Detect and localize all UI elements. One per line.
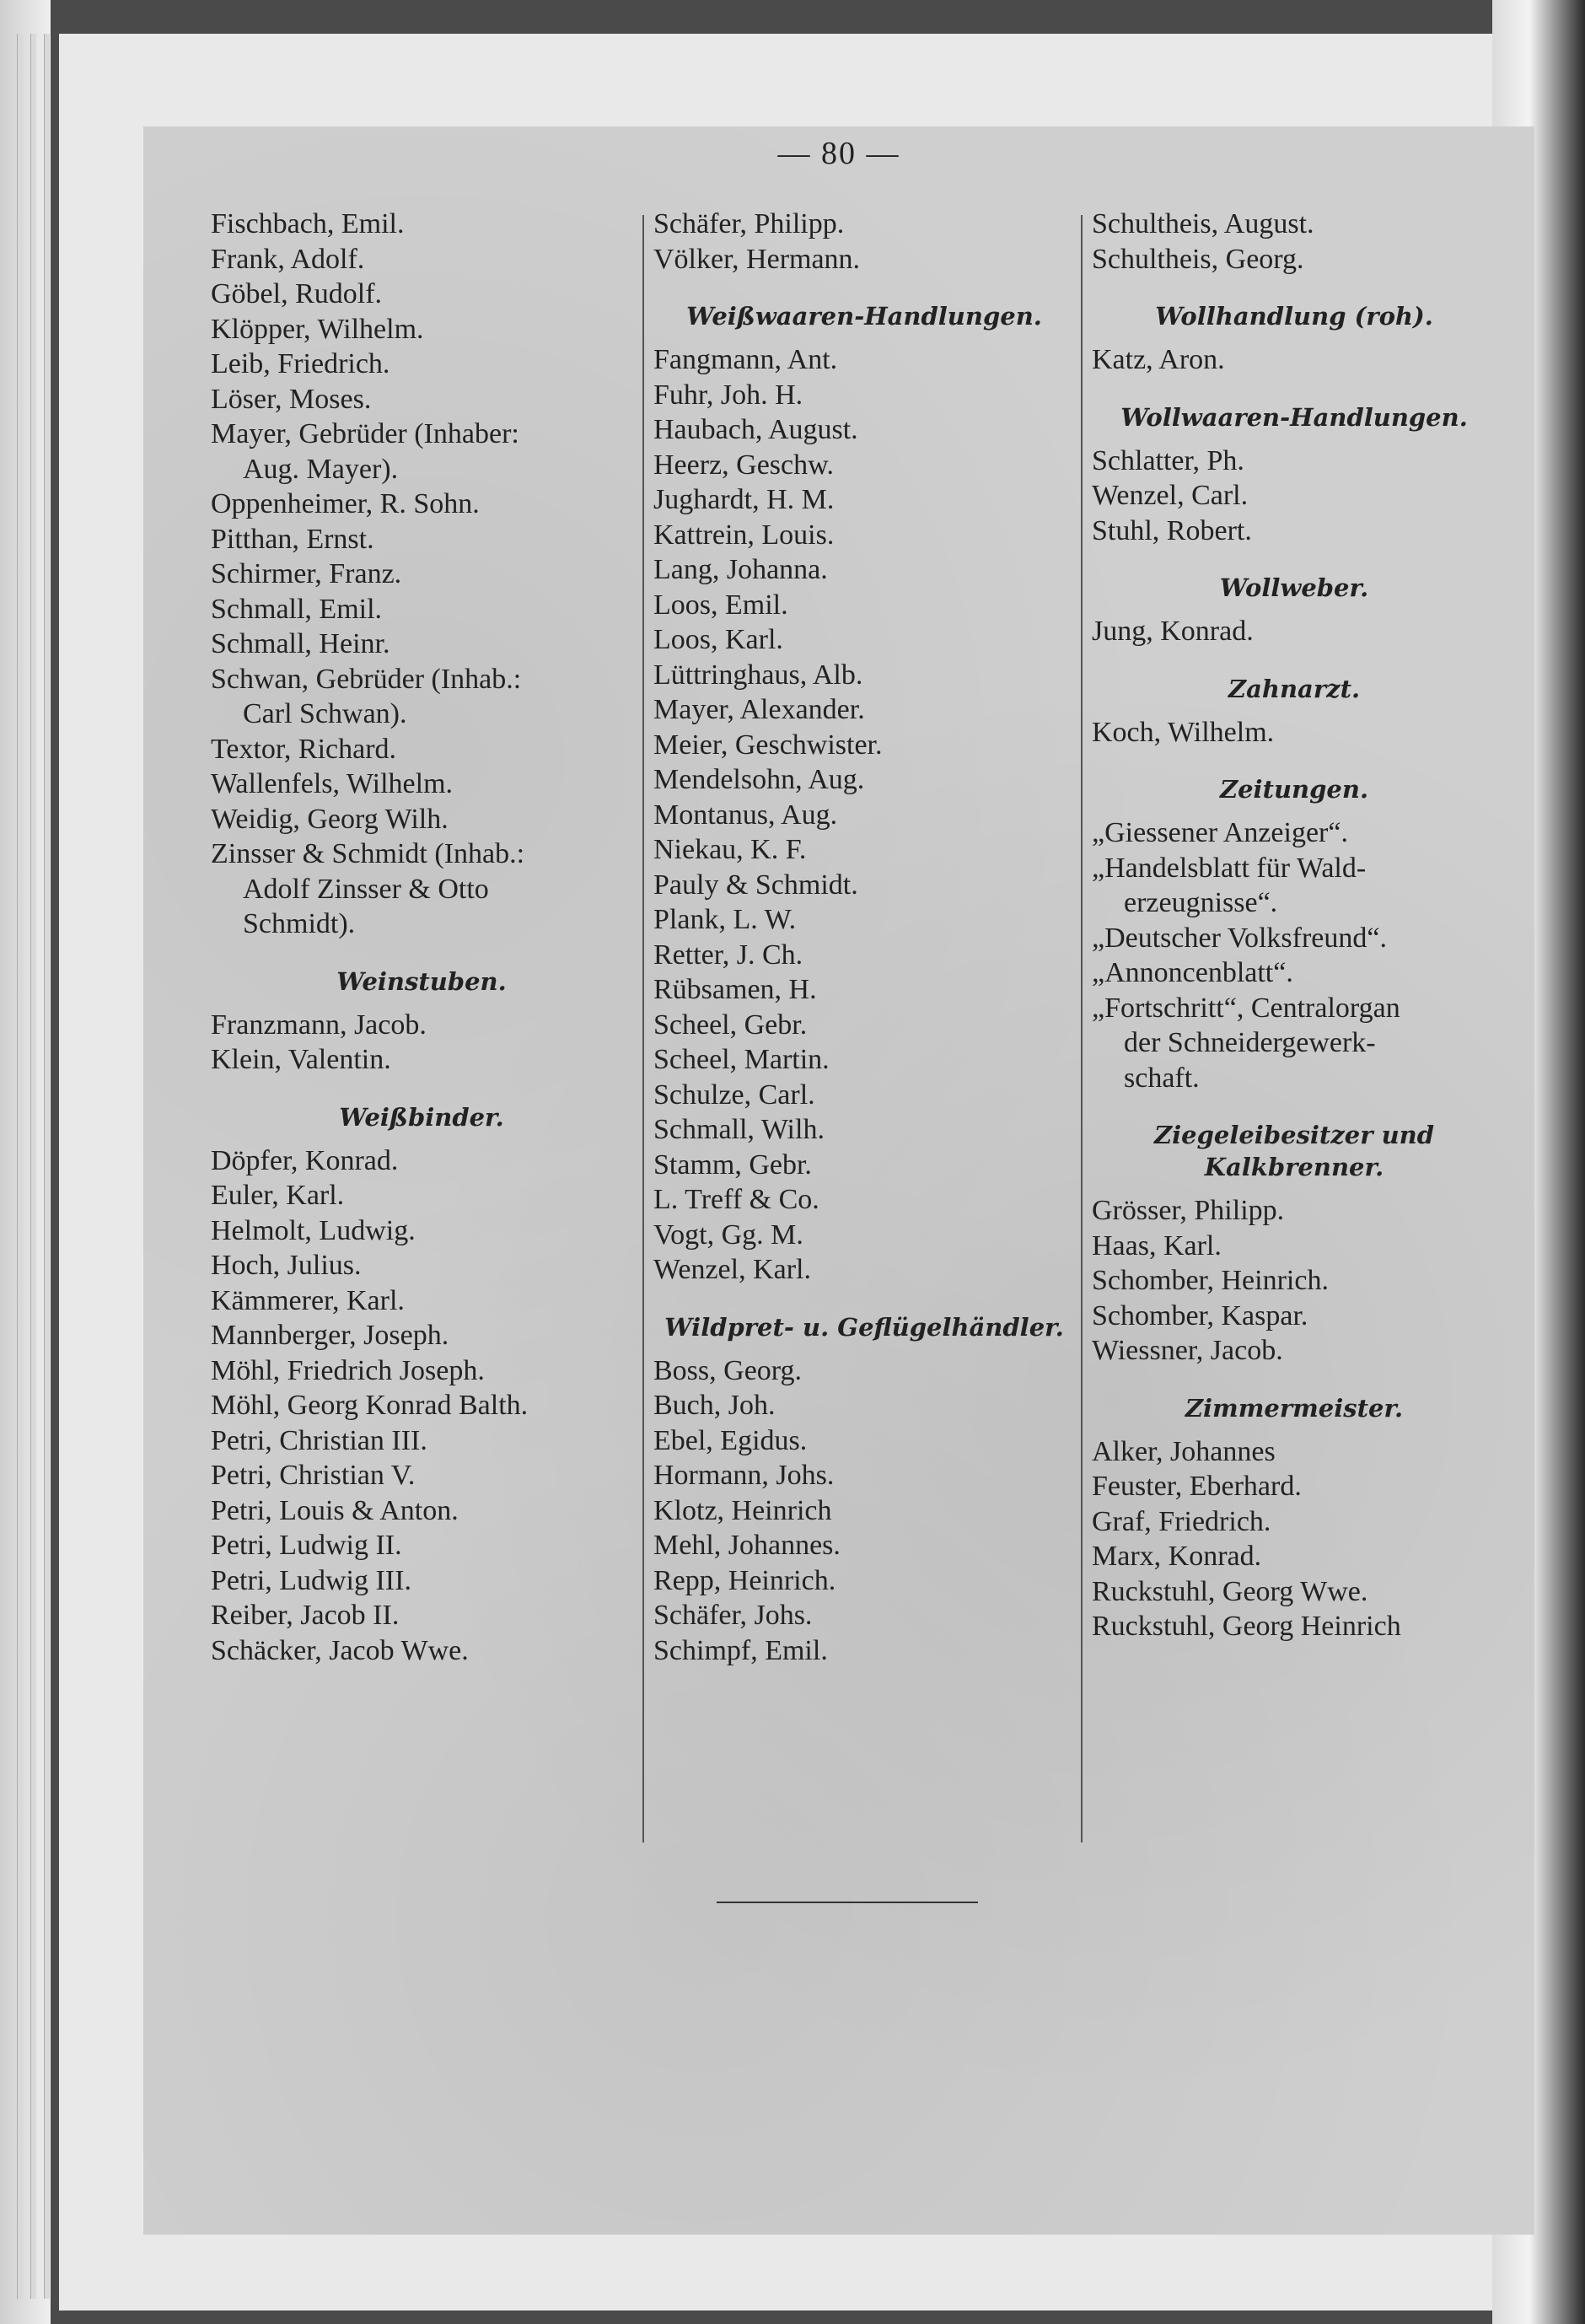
directory-entry: Wenzel, Carl. (1092, 480, 1249, 511)
directory-entry: Kämmerer, Karl. (211, 1284, 405, 1316)
directory-entry: Schultheis, Georg. (1092, 243, 1304, 275)
section-heading: Ziegeleibesitzer und Kalkbrenner. (1153, 1121, 1435, 1181)
directory-entry: Franzmann, Jacob. (211, 1009, 427, 1041)
directory-entry: Schäfer, Johs. (653, 1600, 813, 1631)
directory-entry: Schirmer, Franz. (211, 558, 402, 589)
directory-entry: Schimpf, Emil. (653, 1634, 828, 1666)
section-heading: Zahnarzt. (1228, 674, 1361, 703)
directory-clipping (143, 126, 1534, 2235)
end-rule (717, 1902, 978, 1903)
directory-entry: Graf, Friedrich. (1092, 1505, 1271, 1537)
directory-entry: „Deutscher Volksfreund“. (1092, 922, 1387, 954)
directory-entry: Montanus, Aug. (653, 799, 838, 831)
directory-entry: Heerz, Geschw. (653, 449, 834, 481)
page-edge (17, 34, 23, 2299)
directory-entry: Schmall, Emil. (211, 593, 383, 625)
directory-entry-continuation: Aug. Mayer). (243, 453, 399, 485)
directory-entry: Hoch, Julius. (211, 1250, 362, 1281)
directory-entry: Petri, Ludwig II. (211, 1530, 402, 1561)
section-heading: Weinstuben. (336, 966, 507, 996)
directory-entry: Völker, Hermann. (653, 243, 861, 275)
directory-entry: Stamm, Gebr. (653, 1149, 812, 1181)
directory-entry: Fuhr, Joh. H. (653, 379, 803, 411)
directory-entry: Hormann, Johs. (653, 1460, 835, 1491)
directory-entry: Schomber, Kaspar. (1092, 1299, 1308, 1331)
directory-entry: Lüttringhaus, Alb. (653, 659, 863, 691)
directory-entry: Alker, Johannes (1092, 1435, 1276, 1467)
column-right (1092, 207, 1496, 1644)
page-edge (44, 34, 50, 2299)
directory-entry: Wiessner, Jacob. (1092, 1335, 1283, 1366)
directory-entry-continuation: Carl Schwan). (243, 698, 407, 729)
section-heading: Weißwaaren-Handlungen. (686, 302, 1042, 331)
directory-entry: Repp, Heinrich. (653, 1564, 836, 1596)
section-heading: Wildpret- u. Geflügelhändler. (664, 1312, 1064, 1342)
section-heading: Zimmermeister. (1185, 1393, 1404, 1423)
directory-entry: Jung, Konrad. (1092, 616, 1254, 647)
directory-entry: Ruckstuhl, Georg Heinrich (1092, 1611, 1401, 1642)
directory-entry: Frank, Adolf. (211, 243, 365, 275)
directory-entry: Klotz, Heinrich (653, 1494, 832, 1526)
page-edge (30, 34, 36, 2299)
directory-entry: Pitthan, Ernst. (211, 523, 374, 555)
directory-entry: „Handelsblatt für Wald- (1092, 852, 1367, 884)
directory-entry-continuation: Adolf Zinsser & Otto (243, 873, 489, 905)
directory-entry: Jughardt, H. M. (653, 484, 835, 515)
directory-entry: Wallenfels, Wilhelm. (211, 768, 454, 799)
directory-entry: Fangmann, Ant. (653, 344, 838, 375)
directory-entry: Stuhl, Robert. (1092, 514, 1252, 546)
directory-entry: Buch, Joh. (653, 1390, 776, 1421)
directory-entry: Boss, Georg. (653, 1354, 802, 1386)
directory-entry: Schwan, Gebrüder (Inhab.: (211, 663, 522, 695)
directory-entry: Schulze, Carl. (653, 1079, 815, 1111)
directory-entry: Möhl, Georg Konrad Balth. (211, 1390, 529, 1421)
section-heading: Weißbinder. (339, 1102, 504, 1132)
directory-entry: Rübsamen, H. (653, 974, 817, 1005)
column-divider (1081, 215, 1083, 1843)
directory-entry: Loos, Emil. (653, 589, 788, 621)
book-spine (0, 0, 51, 2324)
directory-entry: Niekau, K. F. (653, 834, 807, 865)
directory-entry-continuation: erzeugnisse“. (1124, 887, 1278, 918)
directory-entry: Feuster, Eberhard. (1092, 1471, 1302, 1502)
directory-entry: „Fortschritt“, Centralorgan (1092, 992, 1400, 1024)
directory-entry: Petri, Christian V. (211, 1460, 416, 1491)
directory-entry: Zinsser & Schmidt (Inhab.: (211, 838, 525, 869)
directory-entry: Haas, Karl. (1092, 1229, 1222, 1262)
directory-entry: L. Treff & Co. (653, 1184, 819, 1215)
section-heading: Wollweber. (1219, 573, 1369, 602)
directory-entry: Pauly & Schmidt. (653, 869, 858, 901)
directory-entry: „Annoncenblatt“. (1092, 957, 1293, 988)
directory-entry: Euler, Karl. (211, 1180, 345, 1211)
directory-entry: „Giessener Anzeiger“. (1092, 817, 1348, 848)
directory-entry: Schmall, Wilh. (653, 1114, 825, 1145)
directory-entry: Haubach, August. (653, 414, 858, 445)
directory-entry: Kattrein, Louis. (653, 519, 835, 551)
directory-entry: Oppenheimer, R. Sohn. (211, 488, 480, 519)
directory-entry: Ebel, Egidus. (653, 1424, 808, 1456)
directory-entry: Reiber, Jacob II. (211, 1600, 400, 1631)
directory-entry: Katz, Aron. (1092, 344, 1225, 375)
directory-entry: Schäcker, Jacob Wwe. (211, 1634, 469, 1666)
directory-entry: Schäfer, Philipp. (653, 208, 845, 239)
directory-entry: Textor, Richard. (211, 733, 397, 765)
directory-entry: Löser, Moses. (211, 383, 372, 415)
directory-entry: Klein, Valentin. (211, 1044, 391, 1075)
section-heading: Zeitungen. (1219, 775, 1369, 804)
directory-entry: Petri, Louis & Anton. (211, 1494, 459, 1526)
directory-entry-continuation: der Schneidergewerk- (1124, 1027, 1376, 1058)
directory-entry: Koch, Wilhelm. (1092, 716, 1275, 748)
section-heading: Wollhandlung (roh). (1155, 302, 1433, 331)
directory-entry: Schmall, Heinr. (211, 628, 390, 659)
directory-entry: Plank, L. W. (653, 904, 797, 935)
directory-entry: Fischbach, Emil. (211, 208, 405, 239)
directory-entry: Lang, Johanna. (653, 554, 828, 585)
directory-entry: Grösser, Philipp. (1092, 1195, 1285, 1226)
directory-entry: Schomber, Heinrich. (1092, 1265, 1329, 1296)
directory-entry-continuation: Schmidt). (243, 908, 356, 939)
section-heading: Wollwaaren-Handlungen. (1120, 402, 1468, 432)
directory-entry: Loos, Karl. (653, 624, 783, 655)
directory-entry: Marx, Konrad. (1092, 1541, 1262, 1572)
directory-entry: Leib, Friedrich. (211, 348, 390, 379)
directory-entry: Mehl, Johannes. (653, 1530, 841, 1561)
directory-entry: Weidig, Georg Wilh. (211, 803, 449, 835)
directory-entry: Göbel, Rudolf. (211, 278, 383, 309)
directory-entry: Petri, Christian III. (211, 1424, 427, 1456)
directory-entry: Möhl, Friedrich Joseph. (211, 1354, 485, 1386)
directory-entry: Döpfer, Konrad. (211, 1144, 399, 1176)
directory-entry: Petri, Ludwig III. (211, 1564, 411, 1596)
page-number: — 80 — (777, 136, 900, 171)
directory-entry: Mendelsohn, Aug. (653, 764, 865, 795)
directory-entry: Schultheis, August. (1092, 208, 1314, 239)
directory-entry: Mayer, Gebrüder (Inhaber: (211, 418, 519, 449)
column-divider (642, 215, 644, 1843)
directory-entry: Scheel, Martin. (653, 1044, 830, 1075)
directory-entry: Wenzel, Karl. (653, 1254, 811, 1285)
directory-entry-continuation: schaft. (1124, 1062, 1200, 1094)
directory-entry: Meier, Geschwister. (653, 729, 883, 761)
directory-entry: Vogt, Gg. M. (653, 1218, 803, 1251)
directory-entry: Retter, J. Ch. (653, 939, 803, 971)
directory-entry: Klöpper, Wilhelm. (211, 313, 424, 345)
directory-entry: Mannberger, Joseph. (211, 1320, 449, 1351)
directory-entry: Schlatter, Ph. (1092, 444, 1244, 476)
directory-entry: Mayer, Alexander. (653, 694, 865, 725)
directory-entry: Helmolt, Ludwig. (211, 1214, 416, 1246)
column-middle (653, 207, 1075, 1668)
directory-entry: Scheel, Gebr. (653, 1009, 808, 1041)
column-left (211, 207, 632, 1668)
directory-entry: Ruckstuhl, Georg Wwe. (1092, 1575, 1368, 1607)
